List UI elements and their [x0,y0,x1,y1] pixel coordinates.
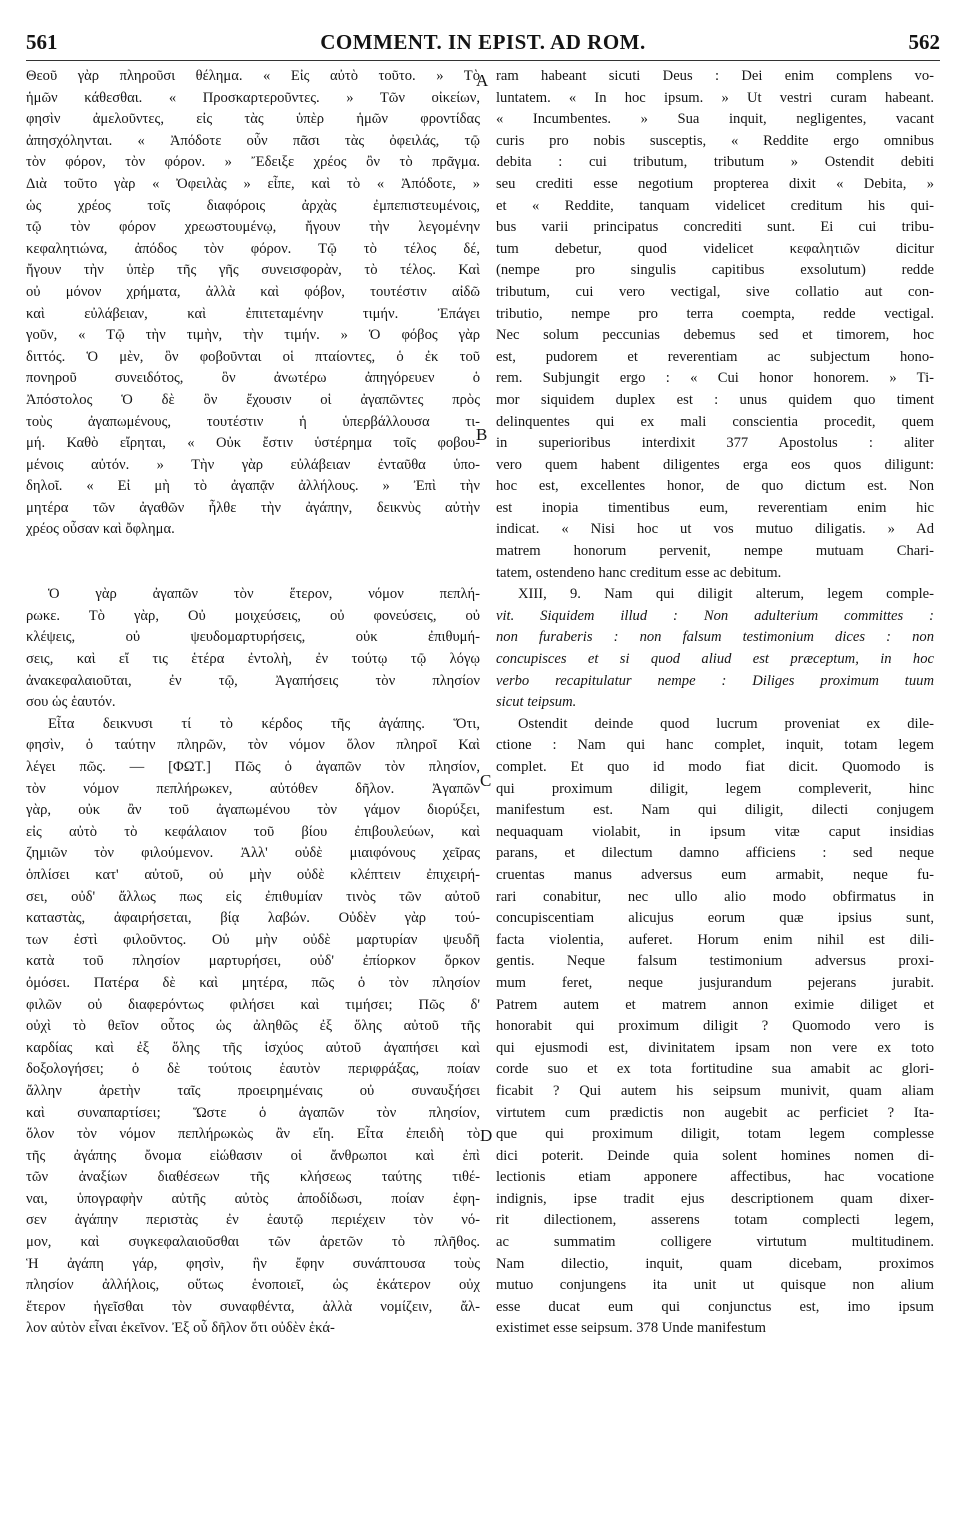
text-line: σεις, καὶ εἴ τις ἑτέρα ἐντολὴ, ἐν τούτῳ τῷ λόγῳ [26,651,480,668]
section-marker-d: D [480,1126,493,1145]
text-line: Ἀπόστολος Ὁ δὲ ὃν ἔχουσιν οἱ ἀγαπῶντες πρὸς [26,391,480,408]
text-line: τῷ τὸν φόρον χρεωστουμένῳ, ἤγουν τὴν λεγομένην [26,219,480,236]
text-line: τῆς ἀγάπης ὄνομα εἰώθασιν οἱ ἄνθρωποι καὶ ἐπὶ [26,1147,480,1164]
text-line: indicat. « Nisi hoc ut vos mutuo diligatis. » Ad [496,521,934,538]
text-line: mutuo conjungens ita unit ut quisque non alium [496,1277,934,1294]
text-line: indignis, ipse tradit ejus descriptionem quam dixer- [496,1190,934,1207]
text-line: ὡς χρέος τοῖς διαφόροις ἀρχὰς ἐμπεπιστευμένοις, [26,197,480,214]
text-line: honorabit qui proximum diligit ? Quomodo vero is [496,1018,934,1035]
text-line: λον αὐτὸν εἶναι ἐκεῖνον. Ἐξ οὗ δῆλον ὅτι οὐδὲν ἑκά- [26,1320,335,1337]
text-line: nequaquam violabit, in ipsum vitæ caput insidias [496,823,934,840]
text-line: concupiscentiam alicujus eorum quæ ipsius sunt, [496,910,934,927]
text-line: Διὰ τοῦτο γὰρ « Ὀφειλὰς » εἶπε, καὶ τὸ « Ἀπόδοτε, » [26,175,480,192]
text-line: parans, et dilectum damno afficiens : sed neque [496,845,934,862]
text-line: διττός. Ὁ μὲν, ὃν φοβοῦνται οἱ πταίοντες, ὁ ἐκ τοῦ [26,348,480,365]
text-line: ρωκε. Τὸ γὰρ, Οὐ μοιχεύσεις, οὐ φονεύσεις, οὐ [26,607,480,624]
text-line: vero quem habent diligentes erga eos quos diligunt: [496,456,934,473]
text-line: μον, καὶ συγκεφαλαιοῦσθαι τῶν ἀρετῶν τὸ πλῆθος. [26,1234,480,1251]
text-line: luntatem. « In hoc ipsum. » Ut vestri curam habeant. [496,89,934,106]
text-line: μή. Καθὸ εἴρηται, « Οὐκ ἔστιν ὑστέρημα τοῖς φοβου- [26,435,480,452]
text-line: σου ὡς ἑαυτόν. [26,694,116,711]
text-line: ὁπλίσει κατ' αὐτοῦ, οὐ μὴν οὐδὲ κλέπτειν ἐπιχειρή- [26,866,480,883]
text-line: cruentas manus adversus eum armabit, neque fu- [496,866,934,883]
text-line: δηλοῖ. « Εἰ μὴ τὸ ἀγαπᾷν ἀλλήλους. » Ἐπὶ τὴν [26,478,480,495]
text-line: Nec solum peccunias debemus sed et timorem, hoc [496,327,934,344]
text-line: tributum, cui vero vectigal, sive collatio aut con- [496,283,934,300]
page-header [26,30,940,58]
text-line: κεφαλητιώνα, ἀπόδος τὸν φόρον. Τῷ τὸ τέλος δέ, [26,240,480,257]
text-line: virtutem cum prædictis non augebit ac perficiet ? Ita- [496,1104,934,1121]
text-line: mor siquidem duplex est : unus quidem quo timent [496,391,934,408]
text-line: concupisces et si quod aliud est præceptum, in hoc [496,651,934,668]
text-line: ἄλλην ἀρετὴν ταῖς προειρημέναις οὐ συναυξήσει [26,1082,480,1099]
text-line: εἰς αὐτὸ τὸ κεφάλαιον τοῦ βίου ἐπιβουλεύων, καὶ [26,823,480,840]
text-line: XIII, 9. Nam qui diligit alterum, legem comple- [518,586,934,603]
text-line: tum debetur, quod videlicet κεφαλητιῶν dicitur [496,240,934,257]
text-line: τὸν νόμον πεπλήρωκεν, αὐτόθεν δῆλον. Ἀγαπῶν [26,780,480,797]
text-line: « Incumbentes. » Sua inquit, negligentes, vacant [496,111,934,128]
text-line: ram habeant sicuti Deus : Dei enim complens vo- [496,68,934,84]
text-line: γοῦν, « Τῷ τὴν τιμὴν, τὴν τιμήν. » Ὁ φόβος γὰρ [26,327,480,344]
text-line: καὶ συναπαρτίσει; Ὥστε ὁ ἀγαπῶν τὸν πλησίον, [26,1104,480,1121]
text-line: πονηροῦ συνειδότος, ὃν ἀνωτέρω ἀπηγόρευεν ὁ [26,370,480,387]
text-line: ctione : Nam qui hanc complet, inquit, totam legem [496,737,934,754]
text-line: que qui proximum diligit, totam legem complesse [496,1126,934,1143]
text-line: ἡμῶν κάθεσθαι. « Προσκαρτεροῦντες. » Τῶν οἰκείων, [26,89,480,106]
section-marker-c: C [480,771,492,790]
text-line: Εἶτα δεικνυσι τί τὸ κέρδος τῆς ἀγάπης. Ὅτι, [48,715,480,732]
text-line: delinquentes qui ex mali conscientia procedit, quem [496,413,934,430]
text-line: κατὰ τοῦ πλησίον μαρτυρήσει, οὐδ' ἐπίορκον ὅρκον [26,953,480,970]
text-line: λέγει πῶς. — [ΦΩΤ.] Πῶς ὁ ἀγαπῶν τὸν πλησίον, [26,759,480,775]
text-line: gentis. Neque falsum testimonium adversus proxi- [496,953,934,970]
text-line: ἤγουν τὴν ὑπὲρ τῆς γῆς συνεισφορὰν, τὸ τέλος. Καὶ [26,262,480,279]
text-line: non furaberis : non falsum testimonium dices : non [496,629,934,646]
text-line: φιλῶν οὐ διαφερόντως φιλήσει καὶ τιμήσει; Πῶς δ' [26,996,480,1013]
text-line: complet. Et quo id modo fiat dicit. Quomodo is [496,759,934,775]
text-line: tributio, nempe pro terra coempta, redde vectigal. [496,305,934,322]
text-line: φησὶν, ὁ ταύτην πληρῶν, τὸν νόμον ὅλον πληροῖ Καὶ [26,737,480,754]
text-line: verbo recapitulatur nempe : Diliges proximum tuum [496,672,934,689]
text-line: οὐ μόνον χρήματα, ἀλλὰ καὶ φόβον, τουτέστιν αἰδῶ [26,283,480,300]
text-line: κλέψεις, οὐ ψευδομαρτυρήσεις, οὐκ ἐπιθυμή- [26,629,480,646]
text-line: ναι, ὑπογραφὴν αὐτῆς αὐτὸς ἀποδίδωσι, ποίαν ἐφη- [26,1190,480,1207]
text-line: rit dilectionem, asserens totam complecti legem, [496,1212,934,1229]
greek-column [26,66,480,1340]
text-line: ζημιῶν τὸν φιλούμενον. Ἀλλ' οὐδὲ μιαιφόνους χεῖρας [26,845,480,862]
text-line: facta violentia, auferet. Horum enim nihil est dili- [496,931,934,948]
text-line: curis pro nobis susceptis, « Reddite ergo omnibus [496,132,934,149]
text-line: σεν ἀγάπην περιστὰς ἐν ἑαυτῷ περιέχειν τὸν νό- [26,1212,480,1229]
text-line: seu crediti esse negotium propterea dixit « Debita, » [496,175,934,192]
text-line: τῶν ἀναξίων διαθέσεων τῆς κλήσεως ταύτης τιθέ- [26,1169,480,1186]
page-number-right: 562 [908,30,940,54]
text-line: (nempe pro singulis capitibus exsolutum) redde [496,262,934,279]
text-line: debita : cui tributum, tributum » Ostendit debiti [496,154,934,171]
text-line [26,563,480,585]
section-marker-b: B [476,425,488,444]
text-line: rari conabitur, nec ullo alio modo obfirmatus in [496,888,934,905]
text-line: tatem, ostendeno hanc creditum esse ac debitum. [496,564,782,581]
text-line: corde suo et ex tota fortitudine sua amabit ac glori- [496,1061,934,1078]
text-line: Ἡ ἀγάπη γάρ, φησὶν, ἣν ἔφην συνάπτουσα τοὺς [26,1255,480,1272]
text-line: καρδίας καὶ ἐξ ὅλης τῆς ἰσχύος αὐτοῦ ἀγαπήσει καὶ [26,1039,480,1056]
text-line: lectionis etiam apponere affectibus, hac vocatione [496,1169,934,1186]
text-line: sicut teipsum. [496,694,577,711]
text-line: manifestum est. Nam qui diligit, dilecti conjugem [496,802,934,819]
text-line: ac summatim colligere virtutum multitudinem. [496,1234,934,1251]
text-line: τὸν φόρον, τὸν φόρον. » Ἔδειξε χρέος ὂν τὸ πρᾶγμα. [26,154,480,171]
text-line: Θεοῦ γὰρ πληροῦσι θέλημα. « Εἰς αὐτὸ τοῦτο. » Τὸ [26,68,480,84]
text-line: ὅλον τὸν νόμον πεπλήρωκὼς ἂν εἴη. Εἶτα ἐπειδὴ τὸ [26,1126,480,1143]
running-title: COMMENT. IN EPIST. AD ROM. [320,30,646,54]
header-rule [26,60,940,61]
text-line: matrem honorum pervenit, nempe mutuam Chari- [496,543,934,560]
text-line: καὶ εὐλάβειαν, καὶ ἐπιτεταμένην τιμήν. Ἐπάγει [26,305,480,322]
text-line: est, pudorem et reverentiam ac subjectum hono- [496,348,934,365]
text-line: ficabit ? Qui autem his seipsum munivit, quam aliam [496,1082,934,1099]
text-line: ἕτερον ἡγεῖσθαι τὸν συναφθέντα, ἀλλὰ νομίζειν, ἄλ- [26,1298,480,1315]
text-line: ἀνακεφαλαιοῦται, ἐν τῷ, Ἀγαπήσεις τὸν πλησίον [26,672,480,689]
page-number-left: 561 [26,30,58,54]
text-line [26,541,480,563]
text-line: χρέος οὖσαν καὶ ὄφλημα. [26,521,175,538]
text-line: Ὁ γὰρ ἀγαπῶν τὸν ἕτερον, νόμον πεπλή- [48,586,480,603]
text-line: bus varii principatus concrediti sunt. Ei cui tribu- [496,219,934,236]
text-line: καταστὰς, ἀφαιρήσεται, βίᾳ λαβών. Οὐδὲν γὰρ τού- [26,910,480,927]
text-line: vit. Siquidem illud : Non adulterium committes : [496,607,934,624]
text-line: πλησίον ἀλλήλοις, οὕτως ἑνοποιεῖ, ὡς ἑκάτερον οὐχ [26,1277,480,1294]
text-line: γὰρ, οὐκ ἂν τοῦ ἀγαπωμένου τὸν γάμον διορύξει, [26,802,480,819]
text-line: Ostendit deinde quod lucrum proveniat ex dile- [518,715,934,732]
text-line: Nam dilectio, inquit, quam dicebam, proximos [496,1255,934,1272]
text-line: hoc est, excellentes honor, de quo dictum est. Non [496,478,934,495]
text-line: qui ejusmodi est, divinitatem ipsam non vere ex toto [496,1039,934,1056]
text-line: mum feret, neque jusjurandum pejerans jurabit. [496,974,934,991]
section-marker-a: A [476,71,489,90]
text-line: qui proximum diligit, legem compleverit, hinc [496,780,934,797]
text-line: μένοις αὐτόν. » Τὴν γὰρ εὐλάβειαν ἐνταῦθα ὑπο- [26,456,480,473]
text-line: οὐχὶ τὸ θεῖον οὗτος ὡς ἀληθῶς ἐξ ὅλης αὐτοῦ τῆς [26,1018,480,1035]
text-line: μητέρα τῶν ἀγαθῶν ἦλθε τὴν ἀγάπην, δεικνὺς αὐτὴν [26,499,480,516]
text-line: φησὶν ἀμελοῦντες, εἰς τὰς ὑπὲρ ἡμῶν φροντίδας [26,111,480,128]
latin-column [496,66,934,1340]
text-line: in superioribus interdixit 377 Apostolus : aliter [496,435,934,452]
text-line: est inopia timentibus eum, reverentiam enim hic [496,499,934,516]
text-line: existimet esse seipsum. 378 Unde manifestum [496,1320,766,1337]
text-line: ὀμόσει. Πατέρα δὲ καὶ μητέρα, πῶς ὁ τὸν πλησίον [26,974,480,991]
text-line: δοξολογήσει; ὁ δὲ τούτοις ἑαυτὸν περιφράξας, ποίαν [26,1061,480,1078]
text-line: esse ducat eum qui conjunctus est, imo ipsum [496,1298,934,1315]
text-line: rem. Subjungit ergo : « Cui honor honorem. » Ti- [496,370,934,387]
text-line: dici poterit. Deinde quia solent homines nomen di- [496,1147,934,1164]
text-line: et « Reddite, tanquam videlicet creditum his qui- [496,197,934,214]
text-line: των ἐστὶ φιλοῦντος. Οὐ μὴν οὐδὲ μαρτυρίαν ψευδῆ [26,931,480,948]
text-line: τοὺς ἀγαπωμένους, τουτέστιν ἡ ὑπερβάλλουσα τι- [26,413,480,430]
text-line: σει, οὐδ' ἄλλως πως εἰς ἐπιθυμίαν τινὸς τῶν αὐτοῦ [26,888,480,905]
text-line: Patrem autem et matrem annon eximie diliget et [496,996,934,1013]
text-line: ἀπησχόληνται. « Ἀπόδοτε οὖν πᾶσι τὰς ὀφειλάς, τῷ [26,132,480,149]
